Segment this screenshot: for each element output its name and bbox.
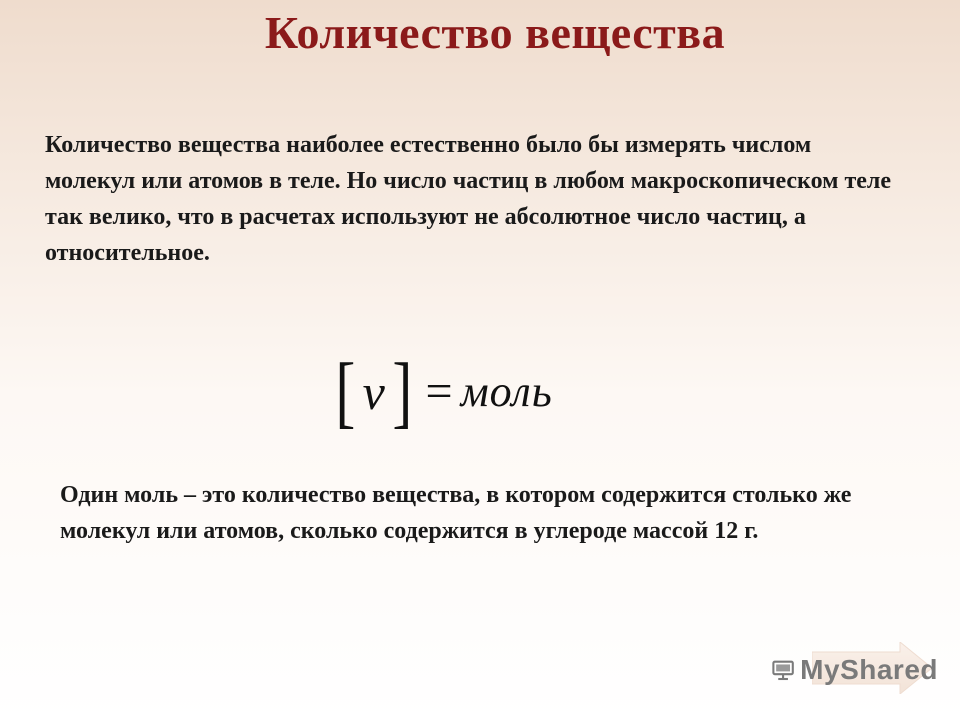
watermark-text: MyShared <box>800 654 938 685</box>
slide-title: Количество вещества <box>264 7 726 58</box>
intro-paragraph: Количество вещества наиболее естественно было бы измерять числом молекул или атомов в теле. Но число частиц в любом макроскопическом теле так велико, что в расчетах используют не абсолютное число частиц, а относительное. <box>45 132 892 266</box>
formula-left-bracket: [ <box>335 348 356 436</box>
unit-formula <box>332 348 553 436</box>
formula-right-bracket: ] <box>392 348 413 436</box>
mole-definition-paragraph: Один моль – это количество вещества, в котором содержится столько же молекул или атомов, сколько содержится в углероде массой 12 г. <box>60 482 852 544</box>
projector-screen-icon <box>772 655 794 685</box>
watermark[interactable] <box>768 640 938 700</box>
formula-symbol: ν <box>362 364 385 420</box>
formula-unit: моль <box>460 367 553 416</box>
formula-equals: = <box>425 365 453 418</box>
